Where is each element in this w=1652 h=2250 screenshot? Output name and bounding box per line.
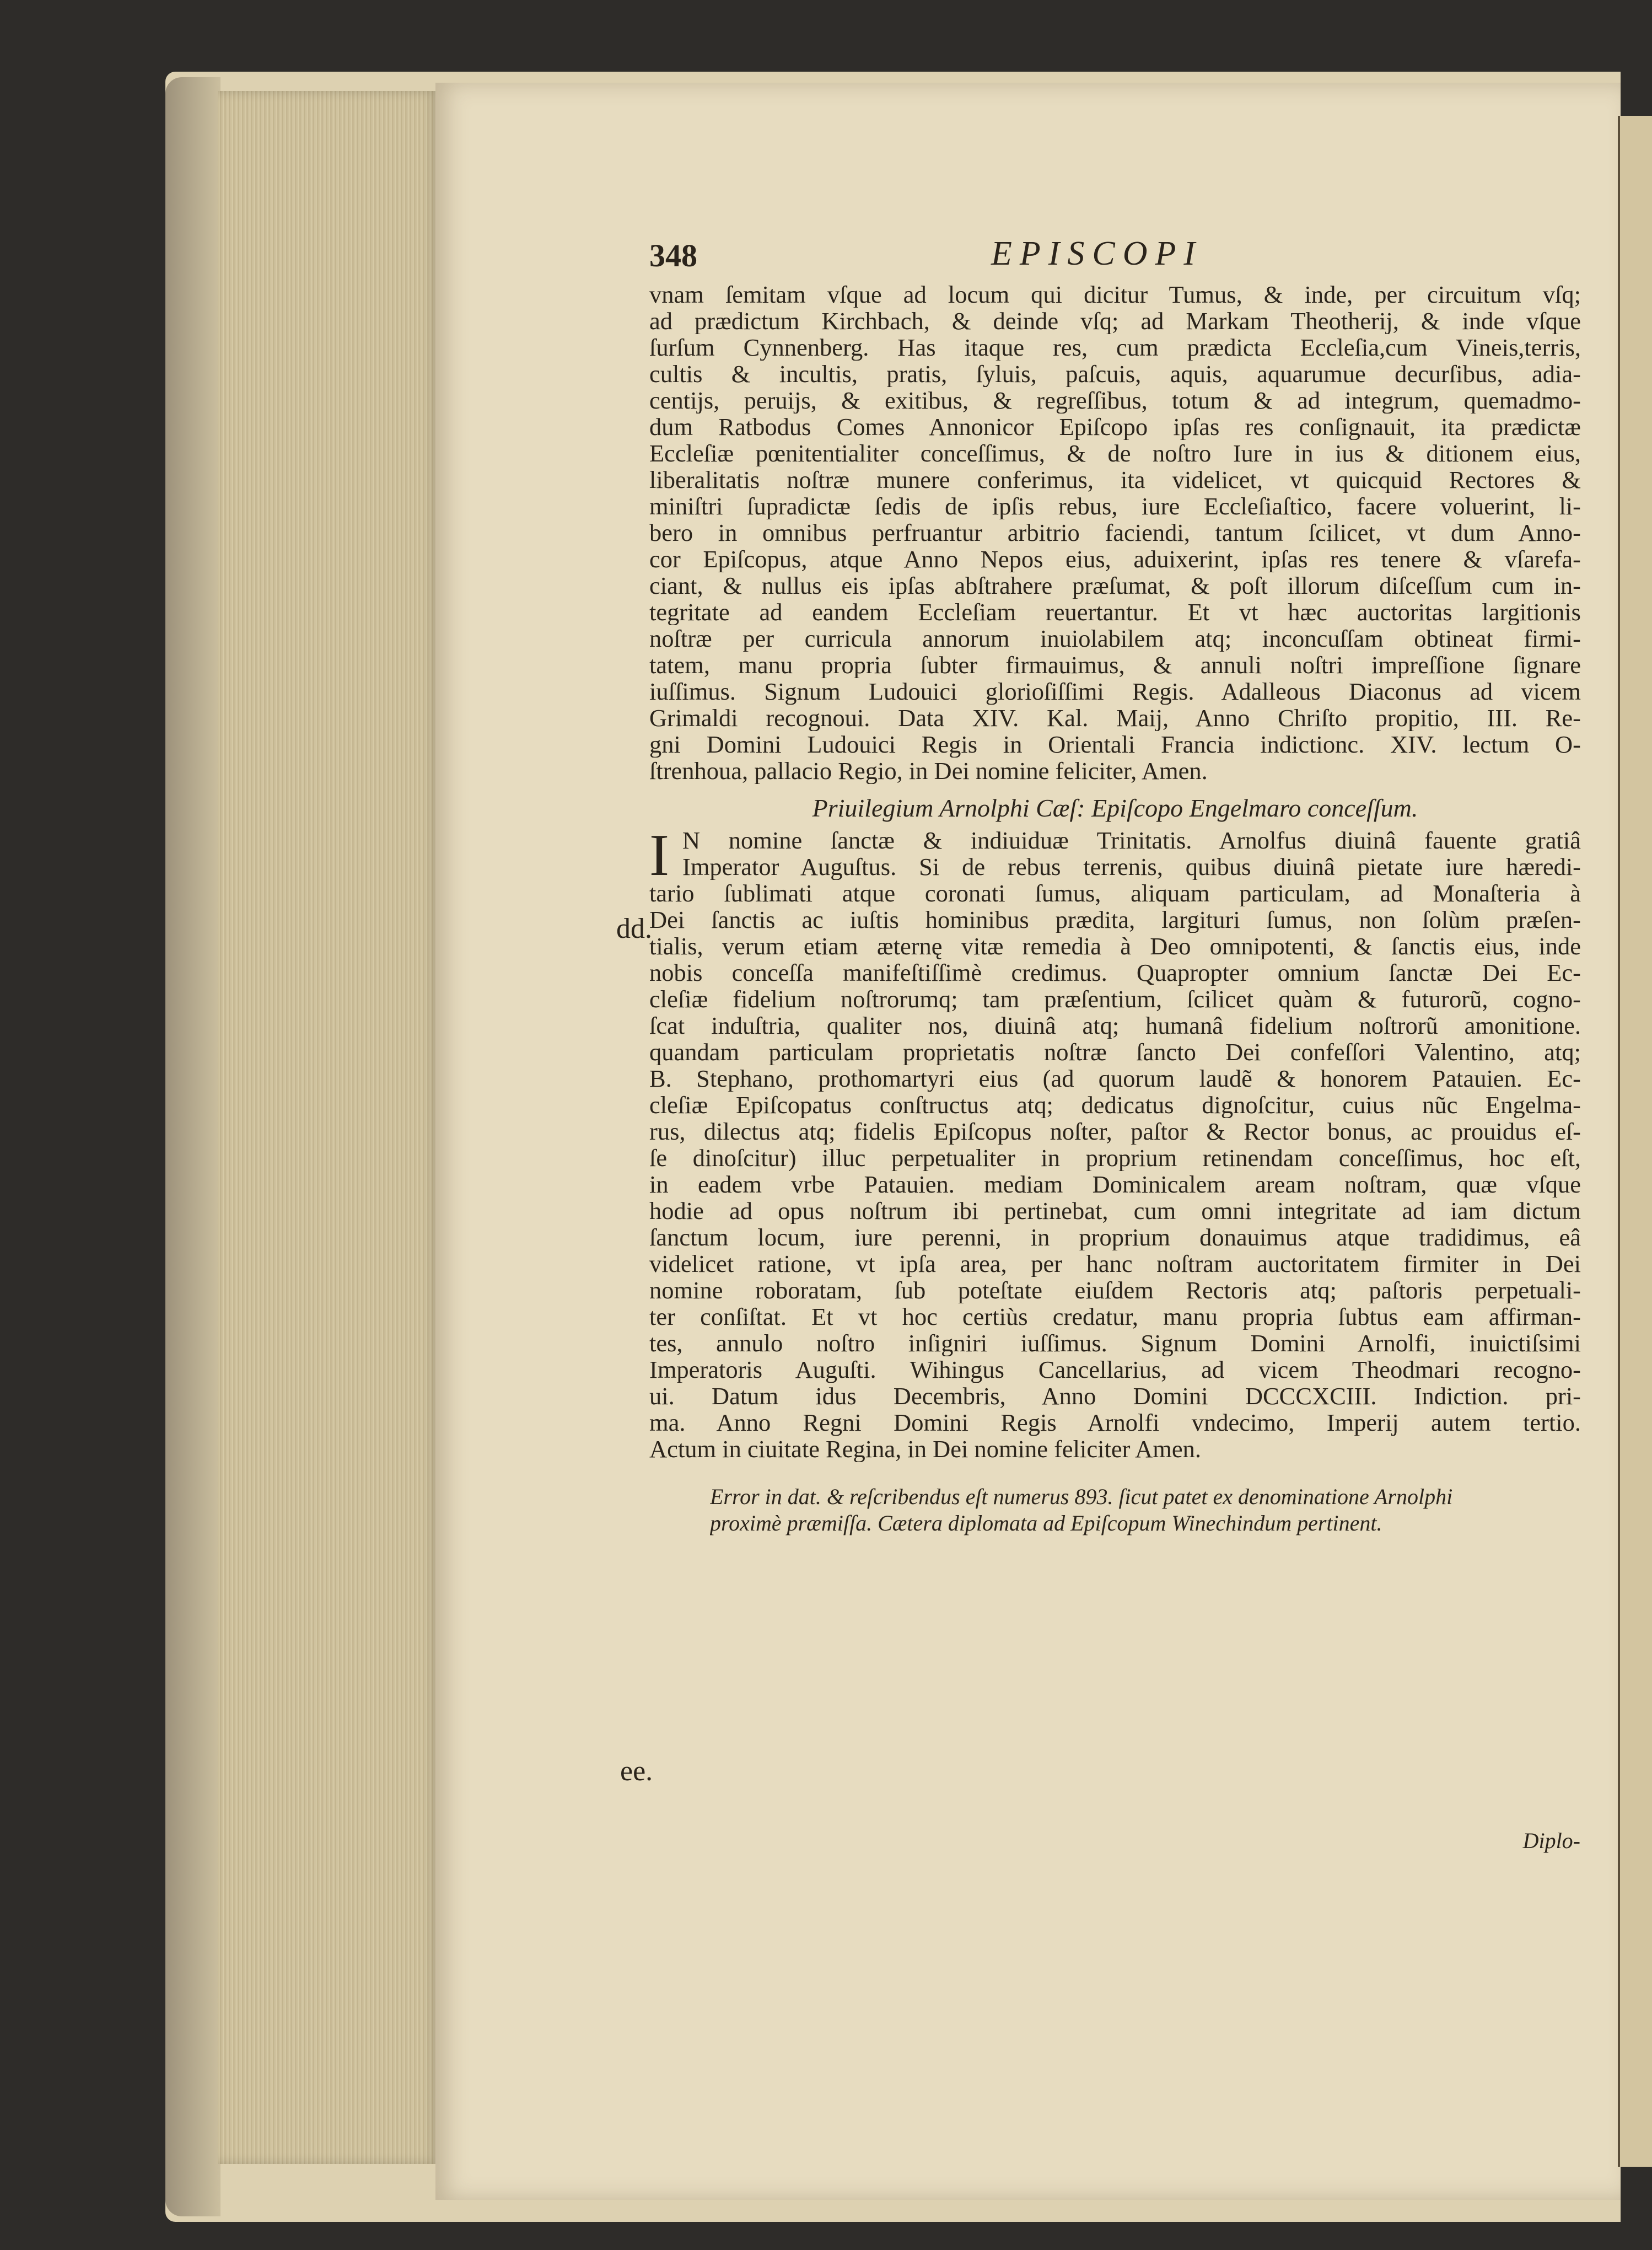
text-line: Dei ſanctis ac iuſtis hominibus prædita, largituri ſumus, non ſolùm præſen- [649, 906, 1581, 933]
margin-mark-ee: ee. [620, 1755, 653, 1787]
text-line: ſtrenhoua, pallacio Regio, in Dei nomine feliciter, Amen. [649, 758, 1208, 784]
text-line: cor Epiſcopus, atque Anno Nepos eius, aduixerint, ipſas res tenere & vſarefa- [649, 546, 1581, 572]
right-page-edge [1618, 116, 1652, 2167]
text-line: gni Domini Ludouici Regis in Orientali Francia indictionc. XIV. lectum O- [649, 731, 1581, 758]
text-line: ſanctum locum, iure perenni, in proprium donauimus atque tradidimus, eâ [649, 1224, 1581, 1250]
text-line: nomine roboratam, ſub poteſtate eiuſdem Rectoris atq; paſtoris perpetuali- [649, 1277, 1581, 1303]
text-line: cleſiæ fidelium noſtrorumq; tam præſentium, ſcilicet quàm & futurorũ, cogno- [649, 986, 1581, 1012]
catchword: Diplo- [1522, 1828, 1580, 1853]
text-line: ciant, & nullus eis ipſas abſtrahere præſumat, & poſt illorum diſceſſum cum in- [649, 572, 1581, 599]
text-line: vnam ſemitam vſque ad locum qui dicitur Tumus, & inde, per circuitum vſq; [649, 281, 1581, 308]
page-header [649, 232, 1581, 281]
text-line: dum Ratbodus Comes Annonicor Epiſcopo ipſas res conſignauit, ita prædictæ [649, 414, 1581, 440]
text-line: videlicet ratione, vt ipſa area, per hanc noſtram auctoritatem firmiter in Dei [649, 1250, 1581, 1277]
text-line: tario ſublimati atque coronati ſumus, aliquam particulam, ad Monaſteria à [649, 880, 1581, 906]
drop-capital: I [649, 823, 669, 888]
text-line: noſtræ per curricula annorum inuiolabilem atq; inconcuſſam obtineat firmi- [649, 625, 1581, 652]
margin-mark-dd: dd. [616, 913, 652, 944]
text-line: quandam particulam proprietatis noſtræ ſancto Dei confeſſori Valentino, atq; [649, 1039, 1581, 1065]
text-line: Actum in ciuitate Regina, in Dei nomine feliciter Amen. [649, 1436, 1201, 1462]
text-line: ter conſiſtat. Et vt hoc certiùs credatur, manu propria ſubtus eam affirman- [649, 1303, 1581, 1330]
note-line: Error in dat. & reſcribendus eſt numerus 893. ſicut patet ex denominatione Arnolphi [710, 1484, 1453, 1509]
text-line: Eccleſiæ pœnitentialiter conceſſimus, & de noſtro Iure in ius & ditionem eius, [649, 440, 1581, 466]
text-line: Imperatoris Auguſti. Wihingus Cancellarius, ad vicem Theodmari recogno- [649, 1356, 1581, 1383]
text-line: Grimaldi recognoui. Data XIV. Kal. Maij, Anno Chriſto propitio, III. Re- [649, 705, 1581, 731]
paragraph-2 [649, 823, 1581, 1462]
text-line: Imperator Auguſtus. Si de rebus terrenis, quibus diuinâ pietate iure hæredi- [682, 853, 1581, 880]
text-line: in eadem vrbe Patauien. mediam Dominicalem aream noſtram, quæ vſque [649, 1171, 1581, 1198]
book-spine [165, 77, 220, 2216]
text-line: liberalitatis noſtræ munere conferimus, ita videlicet, vt quicquid Rectores & [649, 466, 1581, 493]
text-line: rus, dilectus atq; fidelis Epiſcopus noſter, paſtor & Rector bonus, ac prouidus eſ- [649, 1118, 1581, 1145]
editorial-note [649, 1484, 1581, 1537]
paragraph-1 [649, 281, 1581, 784]
text-line: ſcat induſtria, qualiter nos, diuinâ atq; humanâ fidelium noſtrorũ amonitione. [649, 1012, 1581, 1039]
text-line: tegritate ad eandem Eccleſiam reuertantur. Et vt hæc auctoritas largitionis [649, 599, 1581, 625]
text-line: ui. Datum idus Decembris, Anno Domini DCCCXCIII. Indiction. pri- [649, 1383, 1581, 1409]
text-line: cleſiæ Epiſcopatus conſtructus atq; dedicatus dignoſcitur, cuius nũc Engelma- [649, 1092, 1581, 1118]
text-line: B. Stephano, prothomartyri eius (ad quorum laudẽ & honorem Patauien. Ec- [649, 1065, 1581, 1092]
text-line: miniſtri ſupradictæ ſedis de ipſis rebus, iure Eccleſiaſtico, facere voluerint, li- [649, 493, 1581, 519]
text-line: iuſſimus. Signum Ludouici glorioſiſſimi Regis. Adalleous Diaconus ad vicem [649, 678, 1581, 705]
text-line: nobis conceſſa manifeſtiſſimè credimus. Quapropter omnium ſanctæ Dei Ec- [649, 959, 1581, 986]
text-line: tes, annulo noſtro inſigniri iuſſimus. Signum Domini Arnolfi, inuictiſsimi [649, 1330, 1581, 1356]
text-line: centijs, peruijs, & exitibus, & regreſſibus, totum & ad integrum, quemadmo- [649, 387, 1581, 414]
text-line: ad prædictum Kirchbach, & deinde vſq; ad Markam Theotherij, & inde vſque [649, 308, 1581, 334]
text-line: hodie ad opus noſtrum ibi pertinebat, cum omni integritate ad iam dictum [649, 1198, 1581, 1224]
page-edges [218, 91, 438, 2164]
text-line: cultis & incultis, pratis, ſyluis, paſcuis, aquis, aquarumue decurſibus, adia- [649, 361, 1581, 387]
note-line: proximè præmiſſa. Cætera diplomata ad Epiſcopum Winechindum pertinent. [710, 1511, 1382, 1535]
text-line: ſe dinoſcitur) illuc perpetualiter in proprium retinendam conceſſimus, hoc eſt, [649, 1145, 1581, 1171]
text-line: tatem, manu propria ſubter firmauimus, & annuli noſtri impreſſione ſignare [649, 652, 1581, 678]
text-block [649, 232, 1581, 1537]
running-head: EPISCOPI [991, 235, 1203, 272]
text-line: tialis, verum etiam æternę vitæ remedia à Deo omnipotenti, & ſanctis eius, inde [649, 933, 1581, 959]
text-line: ma. Anno Regni Domini Regis Arnolfi vndecimo, Imperij autem tertio. [649, 1409, 1581, 1436]
page-number: 348 [649, 238, 697, 273]
text-line: bero in omnibus perfruantur arbitrio faciendi, tantum ſcilicet, vt dum Anno- [649, 519, 1581, 546]
section-title: Priuilegium Arnolphi Cæſ: Epiſcopo Engelmaro conceſſum. [812, 794, 1418, 822]
text-line: ſurſum Cynnenberg. Has itaque res, cum prædicta Eccleſia,cum Vineis,terris, [649, 334, 1581, 361]
text-line: N nomine ſanctæ & indiuiduæ Trinitatis. Arnolfus diuinâ fauente gratiâ [682, 827, 1581, 853]
